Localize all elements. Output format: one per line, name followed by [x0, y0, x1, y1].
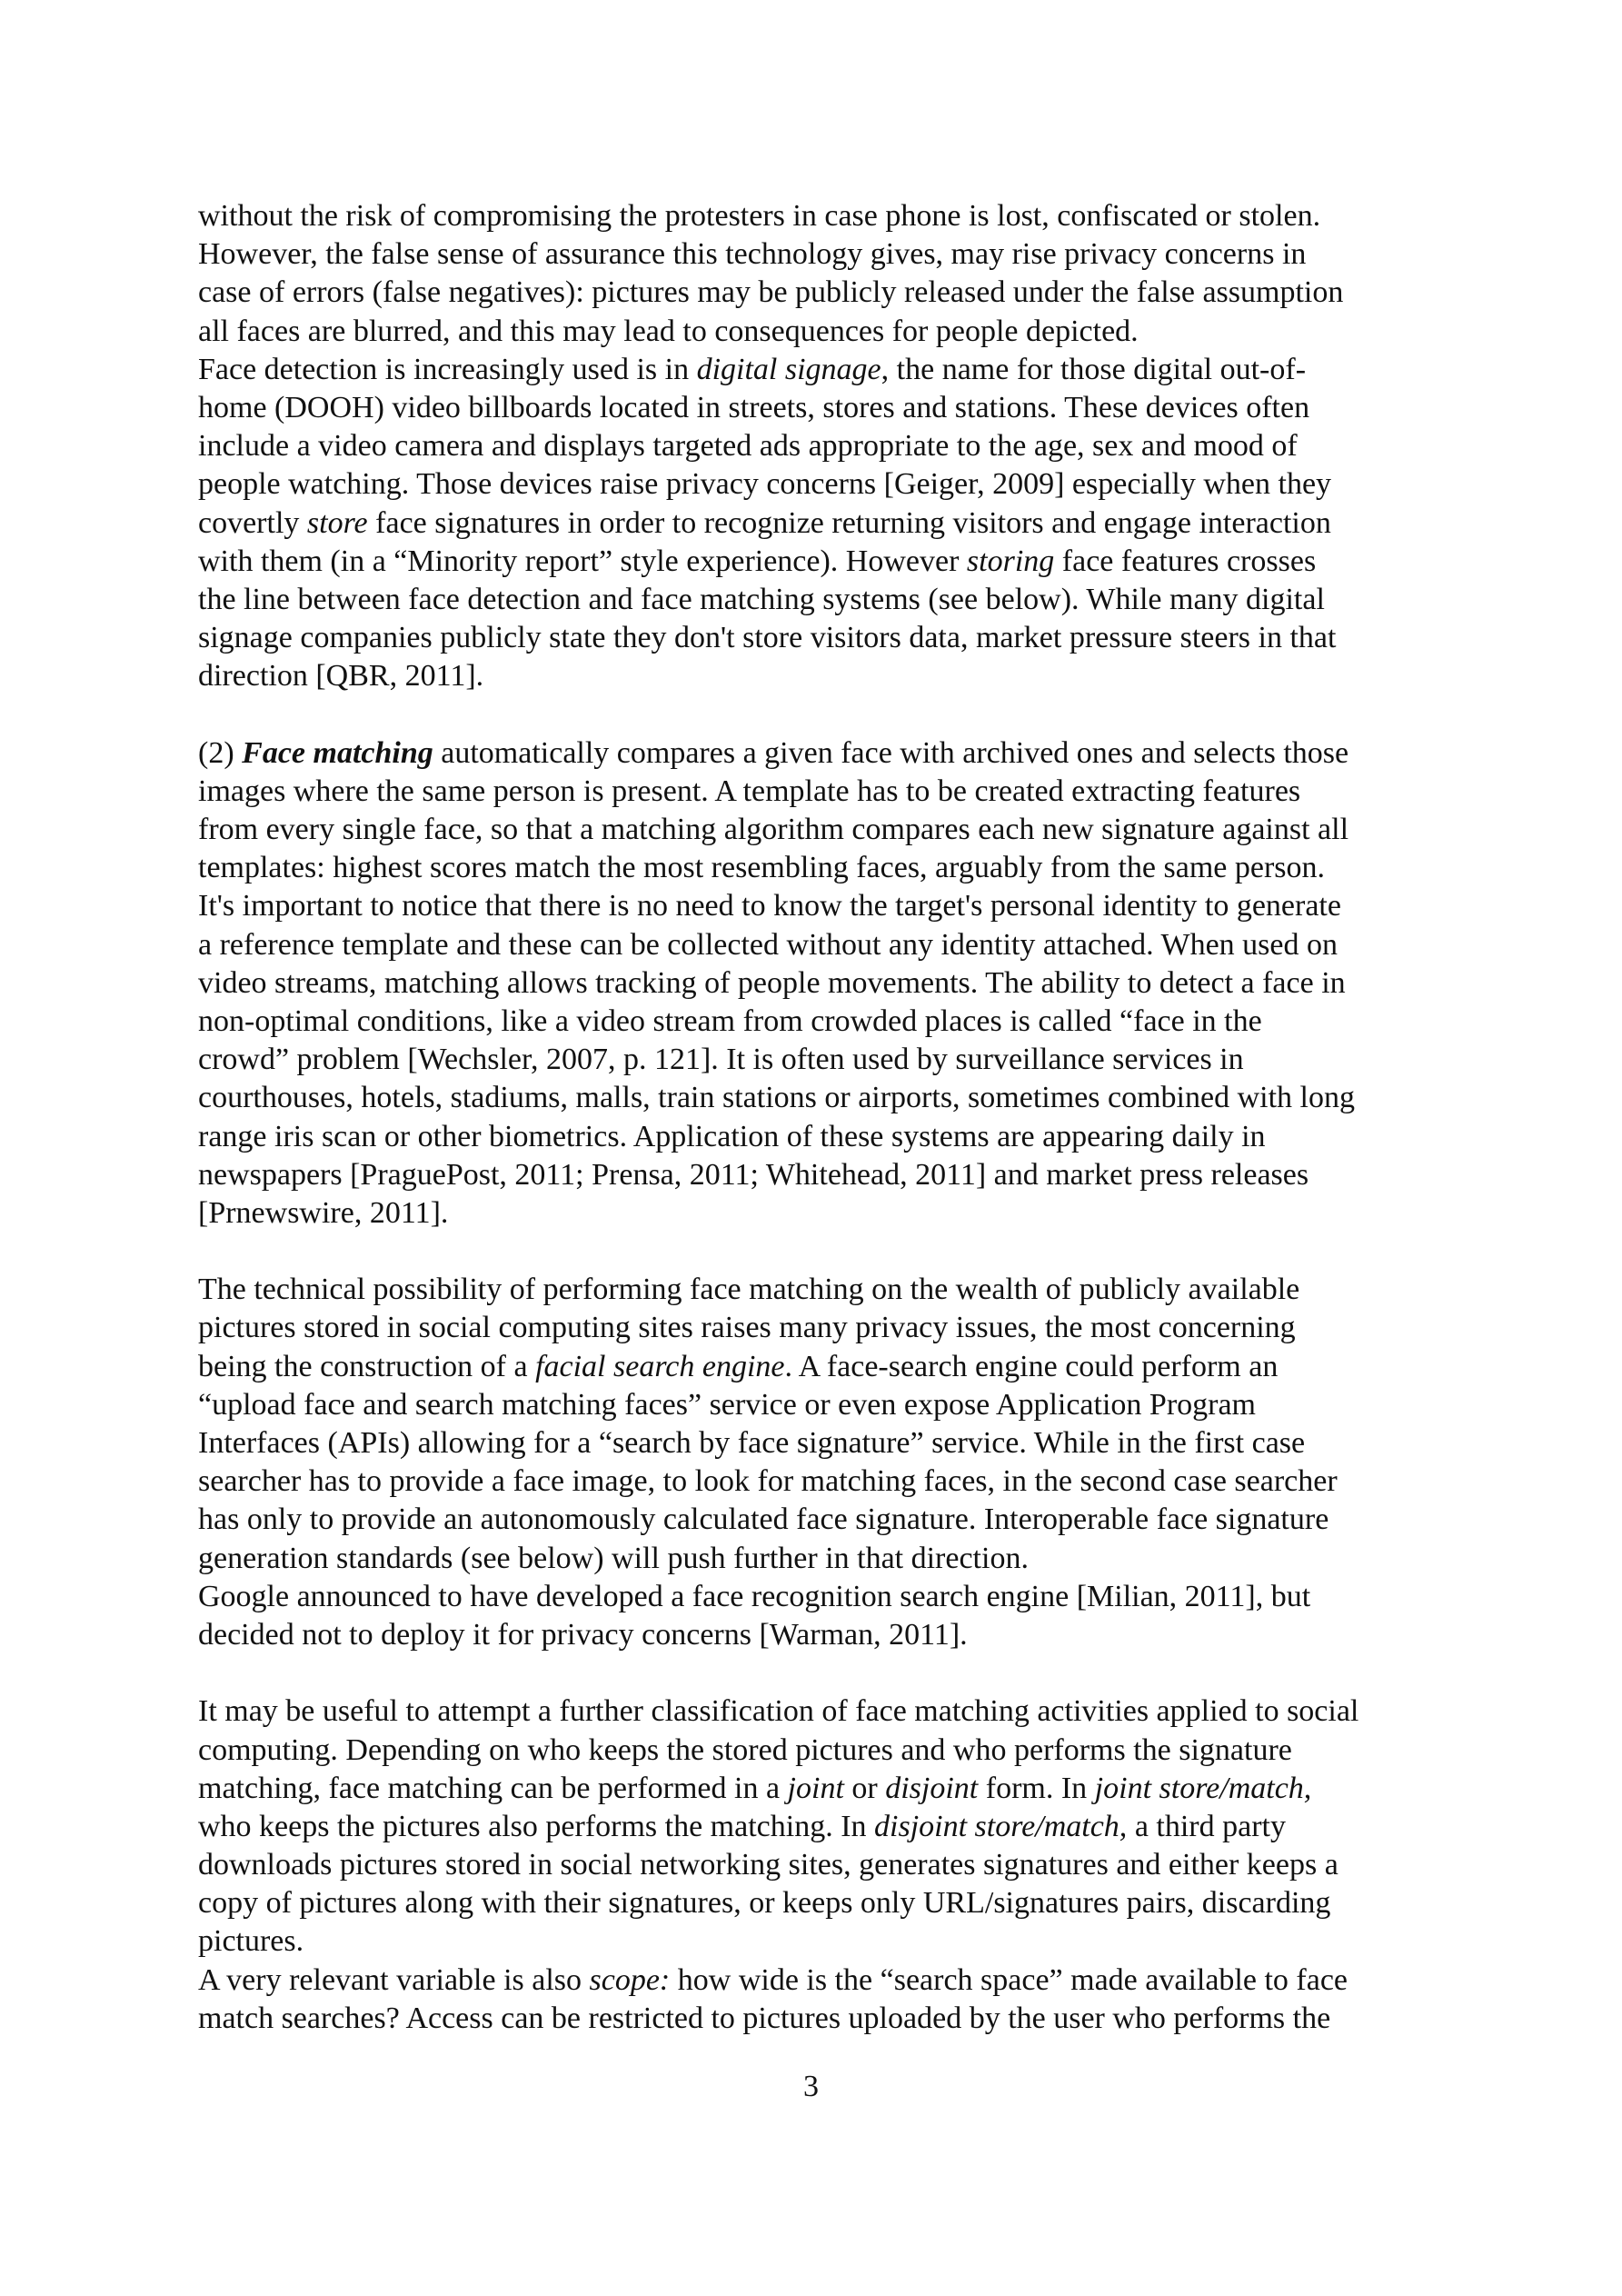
text-line	[198, 1732, 1443, 1770]
text-line	[198, 235, 1443, 274]
text-line	[198, 1578, 1443, 1616]
text-line	[198, 1846, 1443, 1884]
text-run: pictures.	[198, 1924, 304, 1959]
emphasis-run: facial search engine	[535, 1349, 785, 1383]
text-run: pictures stored in social computing sites raises many privacy issues, the most concerning	[198, 1311, 1296, 1345]
text-run: newspapers [PraguePost, 2011; Prensa, 2011; Whitehead, 2011] and market press releases	[198, 1157, 1309, 1192]
text-run: templates: highest scores match the most resembling faces, arguably from the same person.	[198, 851, 1326, 885]
page-number: 3	[803, 2070, 819, 2103]
text-line	[198, 1922, 1443, 1961]
text-line	[198, 1309, 1443, 1347]
text-line	[198, 1616, 1443, 1654]
text-run: with them (in a “Minority report” style experience). However	[198, 544, 967, 578]
emphasis-run: joint	[787, 1771, 844, 1805]
text-run: covertly	[198, 505, 307, 540]
text-line	[198, 2000, 1443, 2038]
emphasis-run: disjoint	[885, 1771, 979, 1805]
text-line	[198, 1462, 1443, 1501]
text-run: face features crosses	[1054, 544, 1317, 578]
text-run: all faces are blurred, and this may lead to consequences for people depicted.	[198, 314, 1139, 348]
text-run: The technical possibility of performing face matching on the wealth of publicly available	[198, 1273, 1300, 1307]
text-run: a reference template and these can be collected without any identity attached. When used on	[198, 927, 1338, 962]
emphasis-run: store	[306, 505, 368, 540]
text-line	[198, 351, 1443, 389]
text-run: home (DOOH) video billboards located in streets, stores and stations. These devices often	[198, 390, 1310, 424]
text-run: who keeps the pictures also performs the matching. In	[198, 1809, 875, 1843]
text-line	[198, 465, 1443, 504]
text-run: images where the same person is present. A template has to be created extracting features	[198, 774, 1301, 808]
emphasis-run: scope:	[589, 1962, 671, 1997]
text-run: people watching. Those devices raise privacy concerns [Geiger, 2009] especially when they	[198, 467, 1332, 502]
text-run: include a video camera and displays targeted ads appropriate to the age, sex and mood of	[198, 429, 1298, 464]
text-line	[198, 926, 1443, 964]
text-run: video streams, matching allows tracking of people movements. The ability to detect a face in	[198, 965, 1346, 1000]
text-run: a third party	[1127, 1809, 1286, 1843]
text-line	[198, 1156, 1443, 1194]
text-run: Google announced to have developed a face recognition search engine [Milian, 2011], but	[198, 1579, 1311, 1613]
text-line	[198, 1424, 1443, 1462]
text-line	[198, 1118, 1443, 1156]
emphasis-run: storing	[966, 544, 1055, 578]
text-line	[198, 1692, 1443, 1731]
text-run: signage companies publicly state they don't store visitors data, market pressure steers in that	[198, 621, 1337, 655]
text-run: searcher has to provide a face image, to look for matching faces, in the second case searcher	[198, 1464, 1338, 1499]
paragraph-gap	[198, 695, 1443, 734]
text-line	[198, 619, 1443, 657]
text-line	[198, 543, 1443, 581]
text-run: courthouses, hotels, stadiums, malls, train stations or airports, sometimes combined with long	[198, 1081, 1355, 1115]
emphasis-run: joint store/match,	[1094, 1771, 1312, 1805]
text-line	[198, 274, 1443, 312]
text-run: face signatures in order to recognize returning visitors and engage interaction	[367, 505, 1331, 540]
text-line	[198, 1041, 1443, 1079]
text-line	[198, 1808, 1443, 1846]
text-run: Face detection is increasingly used is in	[198, 352, 697, 386]
text-run: from every single face, so that a matching algorithm compares each new signature against all	[198, 813, 1349, 846]
text-run: non-optimal conditions, like a video stream from crowded places is called “face in the	[198, 1003, 1262, 1038]
text-run: crowd” problem [Wechsler, 2007, p. 121]. It is often used by surveillance services in	[198, 1043, 1244, 1077]
text-line	[198, 964, 1443, 1003]
text-run: computing. Depending on who keeps the stored pictures and who performs the signature	[198, 1732, 1292, 1767]
text-line	[198, 1386, 1443, 1424]
text-run: It may be useful to attempt a further classification of face matching activities applied to social	[198, 1694, 1359, 1729]
text-run: has only to provide an autonomously calculated face signature. Interoperable face signature	[198, 1502, 1329, 1537]
text-line	[198, 1540, 1443, 1578]
text-run: match searches? Access can be restricted to pictures uploaded by the user who performs the	[198, 2001, 1331, 2035]
text-line	[198, 1079, 1443, 1117]
text-line	[198, 504, 1443, 543]
text-run: It's important to notice that there is no need to know the target's personal identity to generate	[198, 889, 1341, 923]
text-line	[198, 1194, 1443, 1233]
text-run: , the name for those digital out-of-	[881, 352, 1307, 386]
text-line	[198, 1271, 1443, 1309]
text-line	[198, 811, 1443, 849]
text-run: However, the false sense of assurance this technology gives, may rise privacy concerns in	[198, 237, 1307, 272]
emphasis-run: disjoint store/match,	[874, 1809, 1128, 1843]
text-line	[198, 1884, 1443, 1922]
text-run: direction [QBR, 2011].	[198, 659, 484, 694]
text-run: . A face-search engine could perform an	[784, 1349, 1279, 1383]
text-line	[198, 1962, 1443, 2000]
paragraph	[198, 1692, 1443, 2038]
text-run: automatically compares a given face with archived ones and selects those	[433, 735, 1349, 770]
text-run: [Prnewswire, 2011].	[198, 1195, 449, 1230]
body-text	[198, 197, 1443, 2038]
text-run: or	[843, 1771, 886, 1805]
text-run: A very relevant variable is also	[198, 1962, 590, 1997]
text-line	[198, 389, 1443, 427]
text-run: matching, face matching can be performed in a	[198, 1771, 788, 1805]
text-run: “upload face and search matching faces” service or even expose Application Program	[198, 1387, 1257, 1422]
text-run: range iris scan or other biometrics. Application of these systems are appearing daily in	[198, 1119, 1266, 1153]
text-run: the line between face detection and face matching systems (see below). While many digital	[198, 582, 1325, 616]
text-line	[198, 313, 1443, 351]
text-line	[198, 657, 1443, 695]
text-line	[198, 734, 1443, 773]
text-line	[198, 887, 1443, 925]
text-run: form. In	[978, 1771, 1095, 1805]
text-line	[198, 773, 1443, 811]
text-line	[198, 1348, 1443, 1386]
text-line	[198, 197, 1443, 235]
text-run: downloads pictures stored in social networking sites, generates signatures and either keeps a	[198, 1848, 1338, 1882]
text-run: Interfaces (APIs) allowing for a “search by face signature” service. While in the first case	[198, 1426, 1306, 1460]
text-run: being the construction of a	[198, 1349, 536, 1383]
text-run: copy of pictures along with their signatures, or keeps only URL/signatures pairs, discarding	[198, 1886, 1331, 1921]
emphasis-run: Face matching	[242, 735, 433, 770]
paragraph	[198, 197, 1443, 695]
text-run: case of errors (false negatives): pictures may be publicly released under the false assumption	[198, 275, 1344, 310]
paragraph-gap	[198, 1233, 1443, 1271]
text-run: (2)	[198, 735, 243, 770]
text-run: without the risk of compromising the protesters in case phone is lost, confiscated or stolen.	[198, 199, 1321, 233]
text-line	[198, 581, 1443, 619]
text-line	[198, 1003, 1443, 1041]
text-line	[198, 1770, 1443, 1808]
text-run: generation standards (see below) will push further in that direction.	[198, 1541, 1029, 1575]
paragraph-gap	[198, 1654, 1443, 1692]
text-run: how wide is the “search space” made available to face	[670, 1962, 1348, 1997]
text-run: decided not to deploy it for privacy concerns [Warman, 2011].	[198, 1617, 968, 1652]
paragraph	[198, 1271, 1443, 1654]
paragraph	[198, 734, 1443, 1233]
text-line	[198, 849, 1443, 887]
text-line	[198, 1501, 1443, 1539]
text-line	[198, 427, 1443, 465]
emphasis-run: digital signage	[696, 352, 881, 386]
